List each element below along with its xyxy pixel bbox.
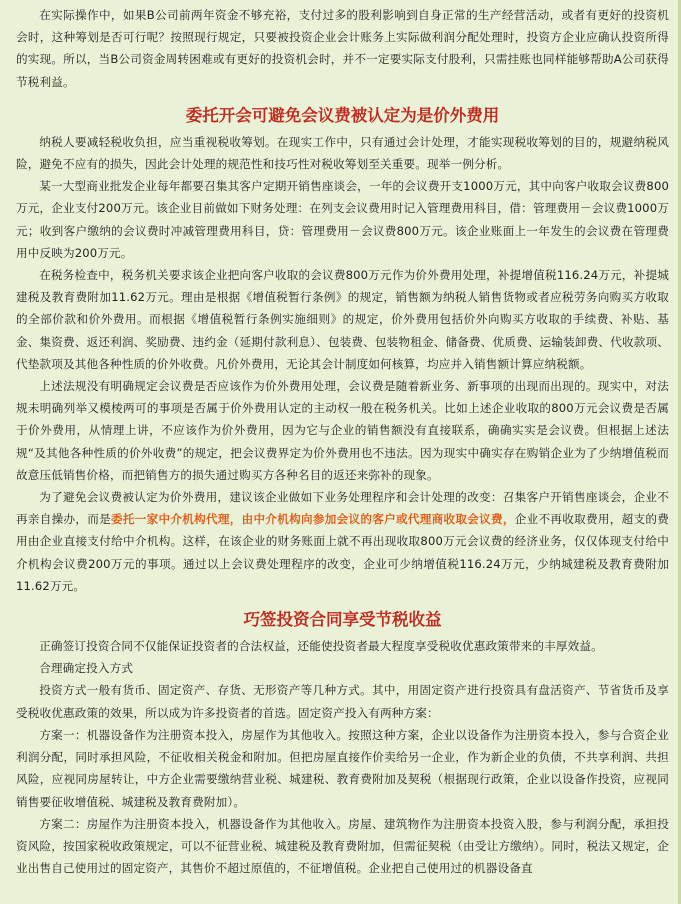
paragraph-s1-1: 纳税人要减轻税收负担，应当重视税收筹划。在现实工作中，只有通过会计处理，才能实现税收筹划的目的，规避纳税风险，避免不应有的损失，因此会计处理的规范性和技巧性对税收筹划至关重要。现举一例分析。 [16,134,669,172]
paragraph-s1-3: 在税务检查中，税务机关要求该企业把向客户收取的会议费800万元作为价外费用处理，补提增值税116.24万元，补提城建税及教育费附加11.62万元。理由是根据《增值税暂行条例》的规定，销售额为纳税人销售货物或者应税劳务向购买方收取的全部价款和价外费用。而根据《增值税暂行条例实施细则》的规定，价外费用包括价外向购买方收取的手续费、补贴、基金、集资费、返还利润、奖励费、违约金（延期付款利息）、包装费、包装物租金、储备费、优质费、运输装卸费、代收款项、代垫款项及其他各种性质的价外收费。凡价外费用，无论其会计制度如何核算，均应并入销售额计算应纳税额。 [16,268,669,371]
paragraph-s2-2: 投资方式一般有货币、固定资产、存货、无形资产等几种方式。其中，用固定资产进行投资具有盘活资产、节省货币及享受税收优惠政策的效果，所以成为许多投资者的首选。固定资产投入有两种方案： [16,683,669,720]
paragraph-s2-1: 正确签订投资合同不仅能保证投资者的合法权益，还能使投资者最大程度享受税收优惠政策带来的丰厚效益。 [39,639,603,654]
paragraph-s1-5 [16,486,669,597]
paragraph-s1-4: 上述法规没有明确规定会议费是否应该作为价外费用处理，会议费是随着新业务、新事项的出现而出现的。现实中，对法规未明确列举又模棱两可的事项是否属于价外费用认定的主动权一般在税务机关。比如上述企业收取的800万元会议费是否属于价外费用，从情理上讲，不应该作为价外费用，因为它与企业的销售额没有直接联系，确确实实是会议费。但根据上述法规“及其他各种性质的价外收费”的规定，把会议费界定为价外费用也不违法。因为现实中确实存在购销企业为了少纳增值税而故意压低销售价格，而把销售方的损失通过购买方各种名目的返还来弥补的现象。 [16,379,669,482]
paragraph-s2-4: 方案二：房屋作为注册资本投入，机器设备作为其他收入。房屋、建筑物作为注册资本投资入股，参与利润分配，承担投资风险，按国家税收政策规定，可以不征营业税、城建税及教育费附加，但需征契税（由受让方缴纳）。同时，税法又规定，企业出售自己使用过的固定资产，其售价不超过原值的，不征增值税。企业把自己使用过的机器设备直 [16,816,669,876]
text-pre: 为了避免会议费被认定为价外费用，建议该企业做如下业务处理程序和会计处理的改变：召集客户开销售座谈会，企业不再亲自操办，而是 [16,490,669,527]
section-heading-investment-contract: 巧签投资合同享受节税收益 [243,610,442,630]
paragraph-s2-3: 方案一：机器设备作为注册资本投入，房屋作为其他收入。按照这种方案，企业以设备作为注册资本投入，参与合资企业利润分配，同时承担风险，不征收相关税金和附加。但把房屋直接作价卖给另一企业，作为新企业的负债，不共享利润、共担风险，应视同房屋转让，中方企业需要缴纳营业税、城建税、教育费附加及契税（根据现行政策，企业以设备作投资，应视同销售要征收增值税、城建税及教育费附加）。 [16,727,669,809]
paragraph-intro: 在实际操作中，如果B公司前两年资金不够充裕，支付过多的股利影响到自身正常的生产经营活动，或者有更好的投资机会时，这种筹划是否可行呢？按照现行规定，只要被投资企业会计账务上实际做利润分配处理时，投资方企业应确认投资所得的实现。所以，当B公司资金周转困难或有更好的投资机会时，并不一定要实际支付股利，只需挂账也同样能够帮助A公司获得节税利益。 [16,8,669,89]
paragraph-s1-2: 某一大型商业批发企业每年都要召集其客户定期开销售座谈会，一年的会议费开支1000万元，其中向客户收取会议费800万元，企业支付200万元。该企业目前做如下财务处理：在列支会议费用时记入管理费用科目，借：管理费用－会议费1000万元；收到客户缴纳的会议费时冲减管理费用科目，贷：管理费用－会议费800万元。该企业账面上一年发生的会议费在管理费用中反映为200万元。 [16,179,669,260]
subheading-investment-method: 合理确定投入方式 [39,661,134,676]
text-post: 企业不再收取费用，超支的费用由企业直接支付给中介机构。这样，在该企业的财务账面上就不再出现收取800万元会议费的经济业务，仅仅体现支付给中介机构会议费200万元的事项。通过以上会议费处理程序的改变，企业可少纳增值税116.24万元，少纳城建税及教育费附加11.62万元。 [16,512,669,593]
highlighted-text: 委托一家中介机构代理，由中介机构向参加会议的客户或代理商收取会议费， [111,512,515,527]
section-heading-meeting-fees: 委托开会可避免会议费被认定为是价外费用 [185,105,500,125]
